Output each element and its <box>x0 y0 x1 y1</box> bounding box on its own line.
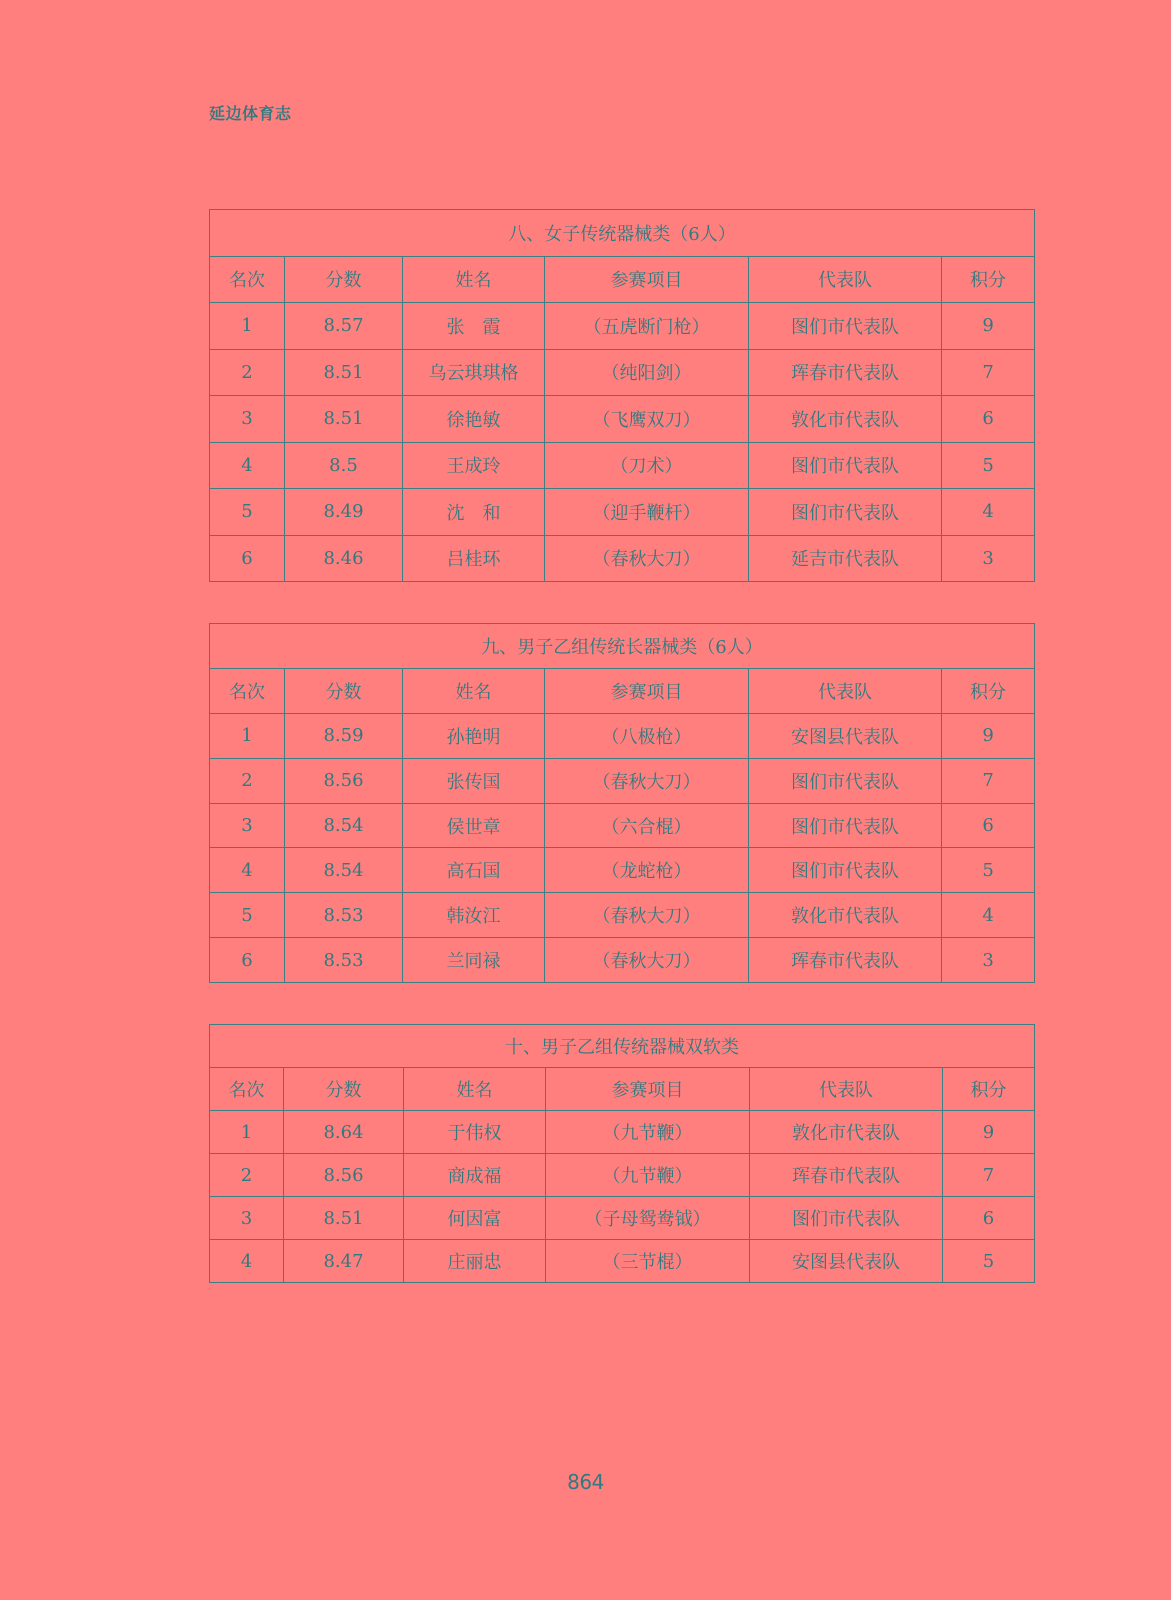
points-cell: 5 <box>942 442 1035 489</box>
team-cell: 珲春市代表队 <box>749 938 942 983</box>
column-header-event: 参赛项目 <box>546 1068 750 1111</box>
score-cell: 8.53 <box>285 893 403 938</box>
event-cell: （迎手鞭杆） <box>545 489 749 536</box>
name-cell: 兰同禄 <box>403 938 545 983</box>
rank-cell: 4 <box>210 1240 284 1283</box>
event-cell: （春秋大刀） <box>545 938 749 983</box>
rank-cell: 1 <box>210 303 285 350</box>
points-cell: 6 <box>943 1197 1035 1240</box>
rank-cell: 3 <box>210 803 285 848</box>
name-cell: 张 霞 <box>403 303 545 350</box>
event-cell: （九节鞭） <box>546 1154 750 1197</box>
team-cell: 图们市代表队 <box>749 803 942 848</box>
name-cell: 孙艳明 <box>403 713 545 758</box>
rank-cell: 2 <box>210 349 285 396</box>
table-row <box>210 1111 1035 1154</box>
event-cell: （八极枪） <box>545 713 749 758</box>
event-cell: （龙蛇枪） <box>545 848 749 893</box>
event-cell: （飞鹰双刀） <box>545 396 749 443</box>
column-header-event: 参赛项目 <box>545 256 749 303</box>
score-cell: 8.57 <box>285 303 403 350</box>
team-cell: 图们市代表队 <box>749 758 942 803</box>
rank-cell: 5 <box>210 893 285 938</box>
team-cell: 安图县代表队 <box>749 713 942 758</box>
score-cell: 8.56 <box>284 1154 404 1197</box>
results-table-men-b-long-weapons <box>209 623 1035 983</box>
points-cell: 6 <box>942 803 1035 848</box>
score-cell: 8.54 <box>285 848 403 893</box>
table-row <box>210 803 1035 848</box>
event-cell: （子母鸳鸯钺） <box>546 1197 750 1240</box>
team-cell: 图们市代表队 <box>749 442 942 489</box>
points-cell: 3 <box>942 535 1035 582</box>
score-cell: 8.49 <box>285 489 403 536</box>
event-cell: （纯阳剑） <box>545 349 749 396</box>
points-cell: 9 <box>942 303 1035 350</box>
score-cell: 8.56 <box>285 758 403 803</box>
column-header-rank: 名次 <box>210 256 285 303</box>
table-title-row <box>210 624 1035 669</box>
event-cell: （五虎断门枪） <box>545 303 749 350</box>
points-cell: 7 <box>943 1154 1035 1197</box>
event-cell: （春秋大刀） <box>545 758 749 803</box>
page-number: 864 <box>567 1470 604 1494</box>
column-header-name: 姓名 <box>403 668 545 713</box>
table-header-row <box>210 1068 1035 1111</box>
event-cell: （六合棍） <box>545 803 749 848</box>
team-cell: 珲春市代表队 <box>750 1154 943 1197</box>
team-cell: 安图县代表队 <box>750 1240 943 1283</box>
score-cell: 8.51 <box>285 349 403 396</box>
name-cell: 王成玲 <box>403 442 545 489</box>
points-cell: 5 <box>943 1240 1035 1283</box>
score-cell: 8.64 <box>284 1111 404 1154</box>
table-row <box>210 489 1035 536</box>
table-row <box>210 303 1035 350</box>
name-cell: 吕桂环 <box>403 535 545 582</box>
column-header-event: 参赛项目 <box>545 668 749 713</box>
team-cell: 图们市代表队 <box>749 848 942 893</box>
column-header-score: 分数 <box>285 256 403 303</box>
team-cell: 敦化市代表队 <box>750 1111 943 1154</box>
points-cell: 3 <box>942 938 1035 983</box>
column-header-team: 代表队 <box>750 1068 943 1111</box>
name-cell: 乌云琪琪格 <box>403 349 545 396</box>
team-cell: 图们市代表队 <box>749 303 942 350</box>
table-title: 十、男子乙组传统器械双软类 <box>210 1025 1035 1068</box>
table-title: 八、女子传统器械类（6人） <box>210 210 1035 257</box>
name-cell: 庄丽忠 <box>404 1240 546 1283</box>
rank-cell: 1 <box>210 1111 284 1154</box>
points-cell: 9 <box>942 713 1035 758</box>
name-cell: 张传国 <box>403 758 545 803</box>
table-row <box>210 713 1035 758</box>
score-cell: 8.53 <box>285 938 403 983</box>
name-cell: 韩汝江 <box>403 893 545 938</box>
score-cell: 8.54 <box>285 803 403 848</box>
table-row <box>210 1154 1035 1197</box>
points-cell: 4 <box>942 893 1035 938</box>
column-header-name: 姓名 <box>404 1068 546 1111</box>
points-cell: 6 <box>942 396 1035 443</box>
table-row <box>210 1197 1035 1240</box>
table-row <box>210 1240 1035 1283</box>
rank-cell: 4 <box>210 848 285 893</box>
name-cell: 徐艳敏 <box>403 396 545 443</box>
rank-cell: 2 <box>210 758 285 803</box>
table-row <box>210 848 1035 893</box>
rank-cell: 4 <box>210 442 285 489</box>
column-header-team: 代表队 <box>749 256 942 303</box>
team-cell: 敦化市代表队 <box>749 396 942 443</box>
column-header-points: 积分 <box>942 256 1035 303</box>
event-cell: （春秋大刀） <box>545 893 749 938</box>
table-title: 九、男子乙组传统长器械类（6人） <box>210 624 1035 669</box>
rank-cell: 3 <box>210 396 285 443</box>
column-header-points: 积分 <box>942 668 1035 713</box>
table-row <box>210 442 1035 489</box>
name-cell: 高石国 <box>403 848 545 893</box>
table-row <box>210 349 1035 396</box>
event-cell: （三节棍） <box>546 1240 750 1283</box>
rank-cell: 2 <box>210 1154 284 1197</box>
table-header-row <box>210 668 1035 713</box>
column-header-rank: 名次 <box>210 668 285 713</box>
team-cell: 图们市代表队 <box>749 489 942 536</box>
score-cell: 8.46 <box>285 535 403 582</box>
table-row <box>210 396 1035 443</box>
name-cell: 商成福 <box>404 1154 546 1197</box>
table-row <box>210 893 1035 938</box>
name-cell: 何因富 <box>404 1197 546 1240</box>
score-cell: 8.59 <box>285 713 403 758</box>
table-title-row <box>210 210 1035 257</box>
rank-cell: 6 <box>210 938 285 983</box>
table-title-row <box>210 1025 1035 1068</box>
table-header-row <box>210 256 1035 303</box>
running-header: 延边体育志 <box>209 104 292 123</box>
event-cell: （春秋大刀） <box>545 535 749 582</box>
results-table-women-traditional-weapons <box>209 209 1035 582</box>
column-header-score: 分数 <box>285 668 403 713</box>
event-cell: （九节鞭） <box>546 1111 750 1154</box>
event-cell: （刀术） <box>545 442 749 489</box>
table-row <box>210 938 1035 983</box>
table-row <box>210 535 1035 582</box>
score-cell: 8.5 <box>285 442 403 489</box>
column-header-points: 积分 <box>943 1068 1035 1111</box>
team-cell: 珲春市代表队 <box>749 349 942 396</box>
team-cell: 敦化市代表队 <box>749 893 942 938</box>
points-cell: 7 <box>942 758 1035 803</box>
points-cell: 7 <box>942 349 1035 396</box>
points-cell: 4 <box>942 489 1035 536</box>
rank-cell: 5 <box>210 489 285 536</box>
results-table-men-b-double-soft-weapons <box>209 1024 1035 1283</box>
column-header-score: 分数 <box>284 1068 404 1111</box>
points-cell: 5 <box>942 848 1035 893</box>
column-header-name: 姓名 <box>403 256 545 303</box>
rank-cell: 1 <box>210 713 285 758</box>
team-cell: 延吉市代表队 <box>749 535 942 582</box>
name-cell: 沈 和 <box>403 489 545 536</box>
name-cell: 侯世章 <box>403 803 545 848</box>
score-cell: 8.51 <box>284 1197 404 1240</box>
table-row <box>210 758 1035 803</box>
column-header-team: 代表队 <box>749 668 942 713</box>
team-cell: 图们市代表队 <box>750 1197 943 1240</box>
column-header-rank: 名次 <box>210 1068 284 1111</box>
rank-cell: 3 <box>210 1197 284 1240</box>
rank-cell: 6 <box>210 535 285 582</box>
score-cell: 8.51 <box>285 396 403 443</box>
name-cell: 于伟权 <box>404 1111 546 1154</box>
points-cell: 9 <box>943 1111 1035 1154</box>
score-cell: 8.47 <box>284 1240 404 1283</box>
